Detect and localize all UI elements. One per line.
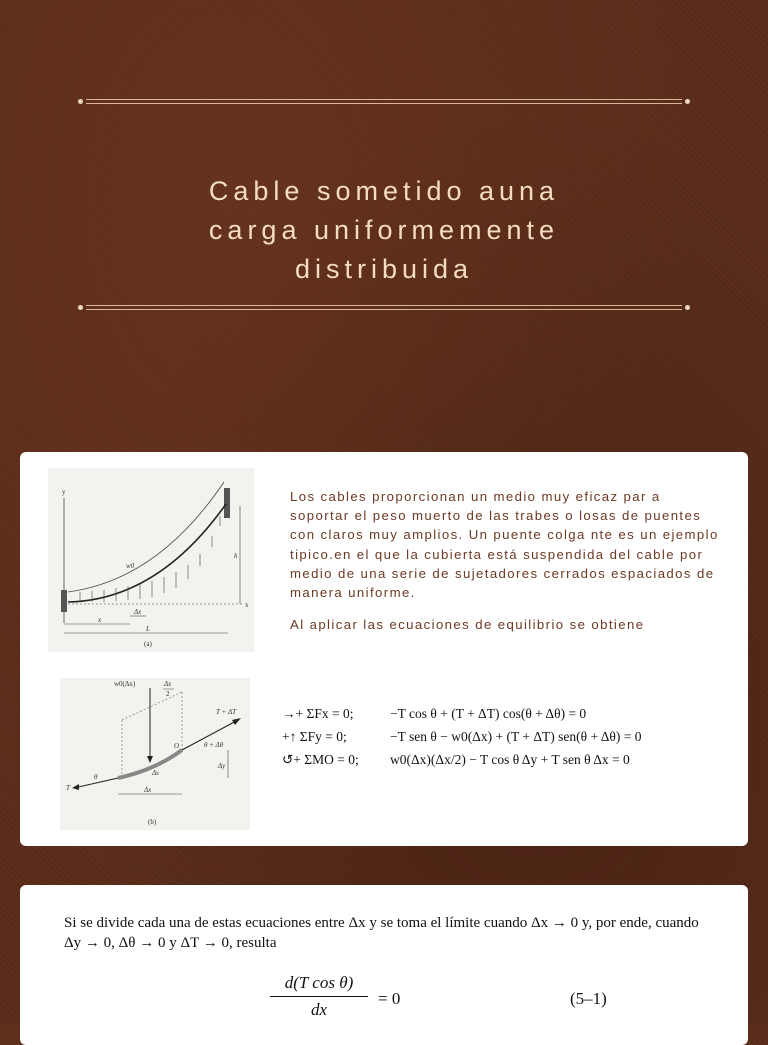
slide-title xyxy=(100,172,668,289)
equation-rhs: = 0 xyxy=(378,989,401,1008)
description-paragraph-2: Al aplicar las ecuaciones de equilibrio se obtiene xyxy=(290,617,645,633)
divider-dot xyxy=(685,99,690,104)
fraction xyxy=(270,973,368,1020)
bottom-divider xyxy=(78,304,690,312)
top-divider xyxy=(78,98,690,106)
theta-label: θ xyxy=(94,773,98,781)
divider-dot xyxy=(685,305,690,310)
divider-dot xyxy=(78,99,83,104)
limit-explanation: Si se divide cada una de estas ecuaciones entre Δx y se toma el límite cuando Δx → 0 y, por ende, cuando Δy → 0, Δθ → 0 y ΔT → 0, resulta xyxy=(64,915,699,951)
theta-plus-dtheta-label: θ + Δθ xyxy=(204,741,224,749)
cable-figure-a xyxy=(48,468,254,652)
equation-rhs: w0(Δx)(Δx/2) − T cos θ Δy + T sen θ Δx = 0 xyxy=(390,751,630,767)
equation-lhs: ↺+ ΣMO = 0; xyxy=(282,751,359,767)
y-axis-label: y xyxy=(62,488,66,496)
cable-figure-b xyxy=(60,678,250,830)
load-label: w0 xyxy=(126,562,135,570)
T-label: T xyxy=(66,784,70,792)
divider-dot xyxy=(78,305,83,310)
description-paragraph-1: Los cables proporcionan un medio muy eficaz par a soportar el peso muerto de las trabes o losas de puentes con claros muy amplios. Un puente colga nte es un ejemplo tipico.en el que la cubierta está suspendida del cable por medio de una serie de sujetadores cerrados espaciados de manera uniforme. xyxy=(290,489,719,601)
T-plus-dT-label: T + ΔT xyxy=(216,708,236,716)
fraction-numerator: d(T cos θ) xyxy=(270,973,368,997)
dx-label: Δx xyxy=(134,608,142,616)
figure-a-caption: (a) xyxy=(144,640,152,648)
equation-rhs: −T sen θ − w0(Δx) + (T + ΔT) sen(θ + Δθ) = 0 xyxy=(390,728,642,744)
dy-label: Δy xyxy=(218,762,226,770)
load-label-b: w0(Δx) xyxy=(114,680,136,688)
L-label: L xyxy=(146,625,150,633)
description xyxy=(290,487,725,647)
equation-lhs: +↑ ΣFy = 0; xyxy=(282,728,347,744)
title-line-2: carga uniformemente xyxy=(208,215,560,245)
O-label: O xyxy=(174,742,180,750)
figure-b-caption: (b) xyxy=(148,818,157,826)
dx-label-b: Δx xyxy=(144,786,152,794)
content-card-2 xyxy=(20,885,748,1045)
equation-row xyxy=(282,702,728,725)
h-label: h xyxy=(234,552,238,560)
fraction-denominator: dx xyxy=(310,1000,328,1019)
half-den-label: 2 xyxy=(166,690,170,698)
equation-row xyxy=(282,725,728,748)
half-dx-label: Δx xyxy=(164,680,172,688)
equation-5-1 xyxy=(270,973,650,1033)
equation-row xyxy=(282,748,728,771)
x-dim-label: x xyxy=(98,616,102,624)
equation-rhs: −T cos θ + (T + ΔT) cos(θ + Δθ) = 0 xyxy=(390,705,587,721)
ds-label: Δs xyxy=(152,769,159,777)
equilibrium-equations xyxy=(282,702,728,771)
title-line-1: Cable sometido auna xyxy=(208,176,560,206)
equation-lhs: →+ ΣFx = 0; xyxy=(282,705,354,721)
x-axis-label: x xyxy=(245,601,249,609)
content-card-1 xyxy=(20,452,748,846)
equation-number: (5–1) xyxy=(570,989,607,1008)
title-line-3: distribuida xyxy=(294,254,474,284)
